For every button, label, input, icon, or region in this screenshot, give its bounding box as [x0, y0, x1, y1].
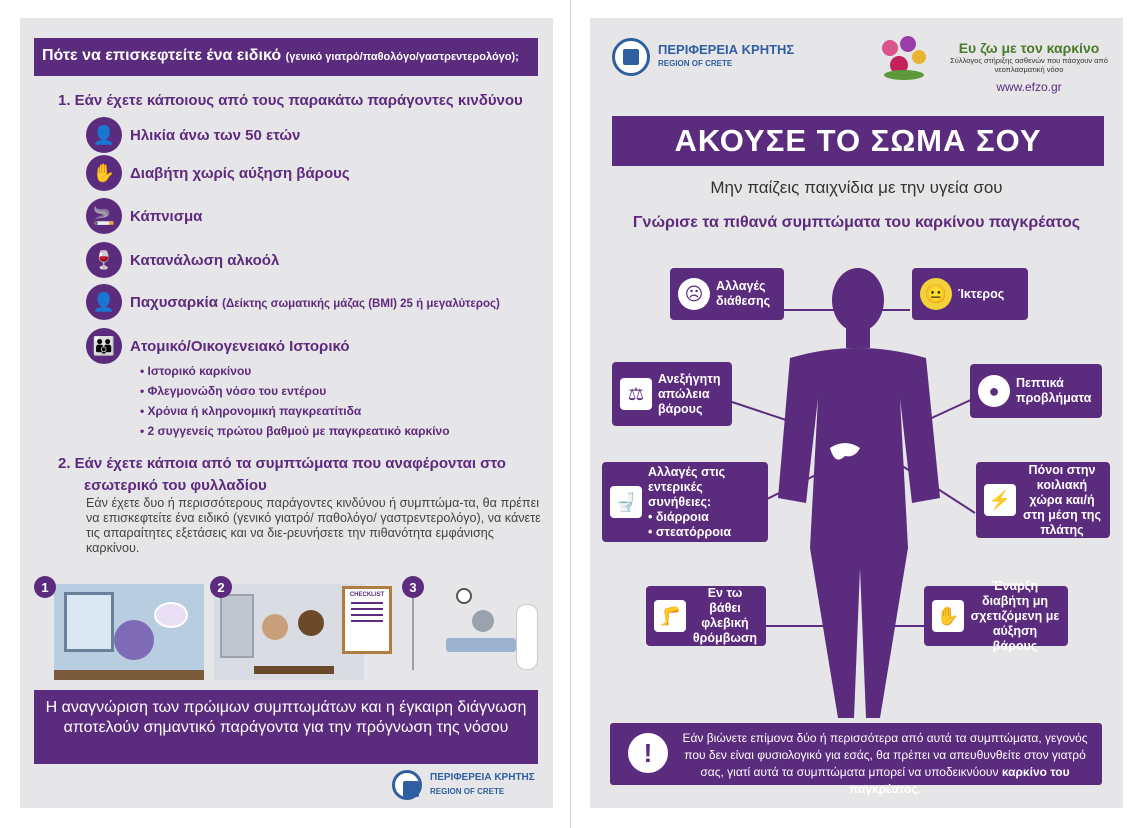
section2-title-line1: 2. Εάν έχετε κάποια από τα συμπτώματα που αναφέρονται στο — [58, 455, 506, 472]
bottom-message: Η αναγνώριση των πρώιμων συμπτωμάτων και η έγκαιρη διάγνωση αποτελούν σημαντικό παράγοντα για την πρόγνωση της νόσου — [34, 690, 538, 764]
risk-smoking — [86, 199, 202, 233]
risk-label: Ηλικία άνω των 50 ετών — [130, 126, 301, 144]
scale-icon: ⚖ — [620, 378, 652, 410]
family-icon: 👪 — [86, 328, 122, 364]
symptom-text: Εν τω βάθει φλεβική θρόμβωση — [692, 586, 758, 645]
risk-label-small: (Δείκτης σωματικής μάζας (BMI) 25 ή μεγαλύτερος) — [222, 297, 500, 310]
region-seal-icon — [612, 38, 650, 76]
association-subtitle: Σύλλογος στήριξης ασθενών που πάσχουν από νεοπλασματική νόσο — [950, 56, 1108, 74]
obese-person-icon: 👤 — [86, 284, 122, 320]
warning-bold: καρκίνο του παγκρέατος — [849, 765, 1070, 796]
risk-history — [86, 329, 350, 363]
right-panel — [590, 18, 1123, 808]
floor-shape — [54, 670, 204, 680]
left-panel — [20, 18, 553, 808]
clock-icon — [456, 588, 472, 604]
history-item: • Ιστορικό καρκίνου — [140, 364, 252, 378]
risk-age — [86, 118, 300, 152]
risk-label: Ατομικό/Οικογενειακό Ιστορικό — [130, 337, 350, 355]
fold-line — [570, 0, 571, 828]
warning-text: Εάν βιώνετε επίμονα δύο ή περισσότερα από αυτά τα συμπτώματα, γεγονός που δεν είναι φυσιολογικό για εσάς, θα πρέπει να απευθυνθείτε στον γιατρό σας, γιατί αυτά τα συμπτώματα μπορεί να υποδεικνύουν — [682, 731, 1088, 779]
step-number: 2 — [210, 576, 232, 598]
person-icon: 👤 — [86, 117, 122, 153]
window-shape — [64, 592, 114, 652]
section2-title-line2: εσωτερικό του φυλλαδίου — [84, 477, 267, 494]
symptom-pain — [976, 462, 1110, 538]
warning-end: . — [917, 782, 921, 796]
tagline: Μην παίζεις παιχνίδια με την υγεία σου — [710, 178, 1003, 197]
left-header — [34, 38, 538, 76]
warning-box — [610, 723, 1102, 796]
symptom-bowel — [602, 462, 768, 542]
history-item: • Χρόνια ή κληρονομική παγκρεατίτιδα — [140, 404, 362, 418]
cigarette-icon: 🚬 — [86, 198, 122, 234]
torso-shape — [778, 348, 940, 718]
risk-obesity — [86, 285, 500, 319]
symptom-weight-loss — [612, 362, 732, 426]
association-url[interactable]: www.efzo.gr — [996, 80, 1062, 94]
symptom-thrombosis — [646, 586, 766, 646]
bed-shape — [446, 638, 516, 652]
step-number: 1 — [34, 576, 56, 598]
iv-pole — [412, 594, 414, 670]
risk-label: Κατανάλωση αλκοόλ — [130, 251, 280, 269]
symptom-bullet: • στεατόρροια — [648, 524, 732, 539]
scene-hospital-illustration — [406, 584, 546, 680]
symptom-text: Πεπτικά προβλήματα — [1016, 376, 1092, 405]
logo-sub: REGION OF CRETE — [430, 787, 505, 796]
risk-diabetes — [86, 156, 350, 190]
section1-title: 1. Εάν έχετε κάποιους από τους παρακάτω παράγοντες κινδύνου — [58, 92, 523, 109]
patient-shape — [472, 610, 494, 632]
head-shape — [832, 268, 884, 332]
header-text: Πότε να επισκεφτείτε ένα ειδικό — [42, 47, 282, 64]
doctor-shape — [516, 604, 538, 670]
sad-face-icon: ☹ — [678, 278, 710, 310]
checklist-line — [351, 620, 383, 622]
person-shape — [114, 620, 154, 660]
checklist-line — [351, 608, 383, 610]
pain-icon: ⚡ — [984, 484, 1016, 516]
risk-label: Κάπνισμα — [130, 207, 203, 225]
advice-paragraph: Εάν έχετε δυο ή περισσότερους παράγοντες κινδύνου ή συμπτώμα-τα, θα πρέπει να επισκεφτείτε ένα ειδικό (γενικό γιατρό/ παθολόγο/ γαστρεντερολόγο), να κάνετε τις απαραίτητες εξετάσεις και να διε-ρευνήσετε την πιθανότητα εμφάνισης καρκίνου. — [86, 496, 541, 555]
jaundice-face-icon: 😐 — [920, 278, 952, 310]
risk-label-main: Παχυσαρκία — [130, 293, 218, 311]
step-number: 3 — [402, 576, 424, 598]
risk-label: Διαβήτη χωρίς αύξηση βάρους — [130, 164, 350, 182]
region-logo-top — [612, 38, 794, 76]
vein-icon: 🦵 — [654, 600, 686, 632]
stomach-icon: ● — [978, 375, 1010, 407]
header-small: (γενικό γιατρό/παθολόγο/γαστρεντερολόγο); — [285, 51, 519, 63]
symptom-text: Αλλαγές στις εντερικές συνήθειες: — [648, 464, 726, 509]
logo-name: ΠΕΡΙΦΕΡΕΙΑ ΚΡΗΤΗΣ — [658, 42, 795, 57]
region-logo-bottom — [392, 770, 535, 800]
history-item: • 2 συγγενείς πρώτου βαθμού με παγκρεατικό καρκίνο — [140, 424, 450, 438]
patient-shape — [262, 614, 288, 640]
symptom-diabetes-onset — [924, 578, 1068, 653]
neck-shape — [846, 328, 870, 348]
checklist-line — [351, 602, 383, 604]
thought-bubble — [154, 602, 188, 628]
door-shape — [220, 594, 254, 658]
hand-icon: ✋ — [932, 600, 964, 632]
desk-shape — [254, 666, 334, 674]
logo-sub: REGION OF CRETE — [658, 59, 733, 68]
association-title: Ευ ζω με τον καρκίνο — [958, 40, 1100, 56]
association-block — [944, 40, 1114, 94]
symptom-mood — [670, 268, 784, 320]
risk-label — [130, 294, 500, 311]
scene-home-illustration — [54, 584, 204, 680]
wine-icon: 🍷 — [86, 242, 122, 278]
toilet-icon: 🚽 — [610, 486, 642, 518]
flower-logo-icon — [878, 36, 932, 86]
symptom-text: Αλλαγές διάθεσης — [716, 279, 771, 308]
checklist-line — [351, 614, 383, 616]
checklist-label: CHECKLIST — [349, 592, 385, 598]
main-banner: ΑΚΟΥΣΕ ΤΟ ΣΩΜΑ ΣΟΥ — [612, 116, 1104, 166]
symptom-text: Ίκτερος — [958, 286, 1005, 301]
symptom-digestive — [970, 364, 1102, 418]
subtitle: Γνώρισε τα πιθανά συμπτώματα του καρκίνου παγκρέατος — [632, 214, 1081, 231]
history-item: • Φλεγμονώδη νόσο του εντέρου — [140, 384, 327, 398]
hand-icon: ✋ — [86, 155, 122, 191]
symptom-bullet: • διάρροια — [648, 509, 709, 524]
logo-name: ΠΕΡΙΦΕΡΕΙΑ ΚΡΗΤΗΣ — [430, 772, 535, 783]
checklist-board — [342, 586, 392, 654]
symptom-text: Ανεξήγητη απώλεια βάρους — [658, 371, 721, 416]
exclamation-icon: ! — [628, 733, 668, 773]
symptom-jaundice — [912, 268, 1028, 320]
symptom-text: Πόνοι στην κοιλιακή χώρα και/ή στη μέση της πλάτης — [1023, 462, 1101, 537]
region-seal-icon — [392, 770, 422, 800]
risk-alcohol — [86, 243, 279, 277]
doctor-shape — [298, 610, 324, 636]
symptom-text: Έναρξη διαβήτη μη σχετιζόμενη με αύξηση βάρους — [970, 578, 1060, 653]
